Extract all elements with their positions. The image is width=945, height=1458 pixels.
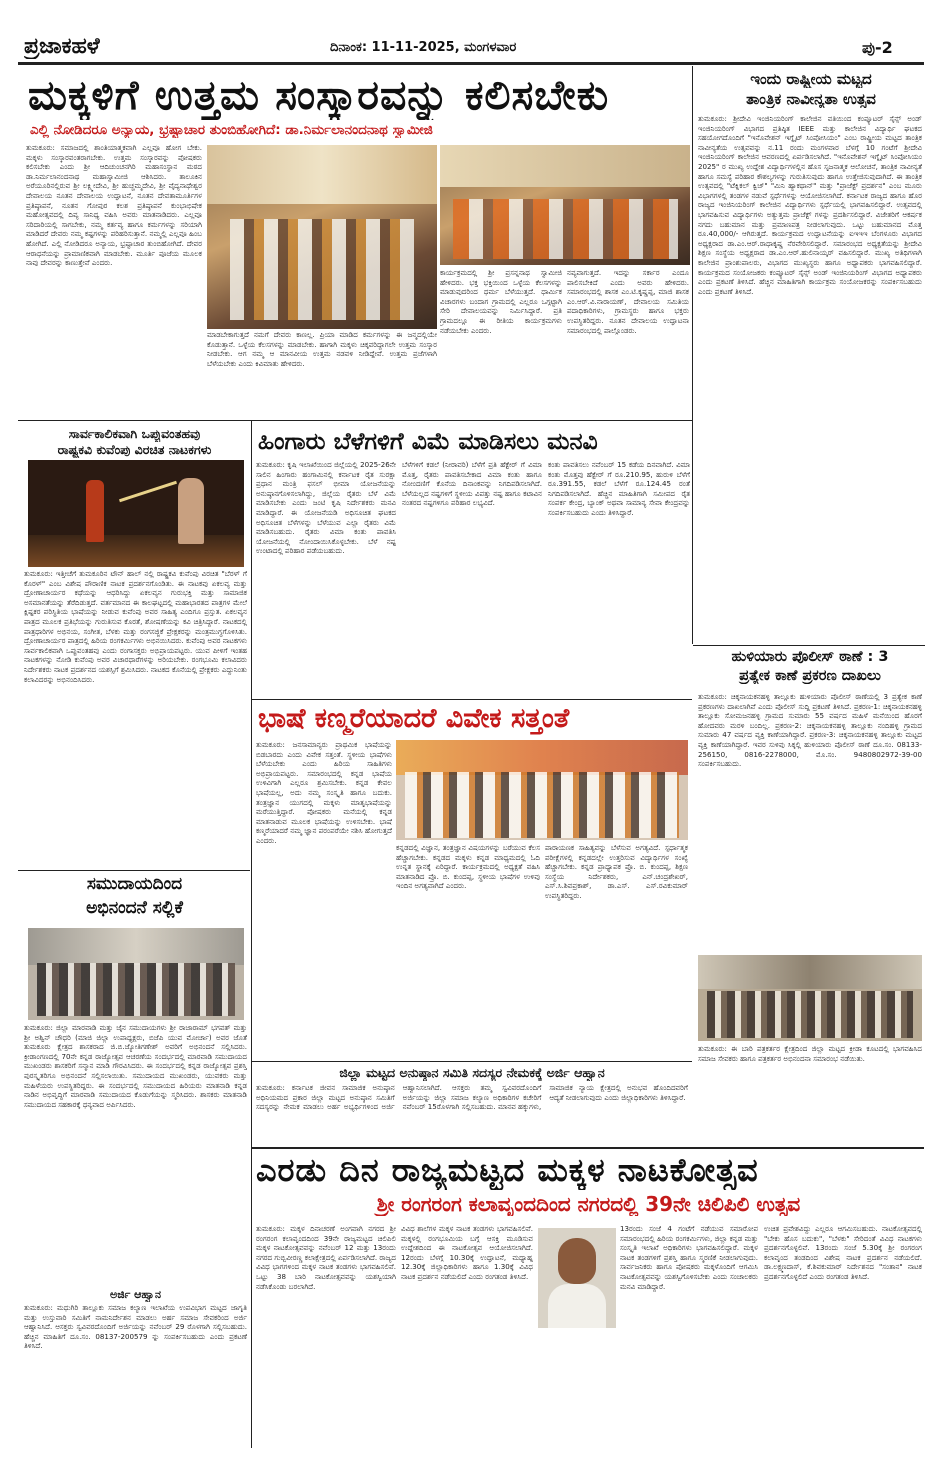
committee-body: ತುಮಕೂರು: ಕರ್ನಾಟಕ ಜೀವನ ಸಾಮಾಜಿಕ ಅನುಷ್ಠಾನ ಅಧಿನಿಯಮದ ಪ್ರಕಾರ ಜಿಲ್ಲಾ ಮಟ್ಟದ ಅನುಷ್ಠಾನ ಸಮಿತಿಗೆ ಸದಸ್ಯರನ್ನು ನೇಮಕ ಮಾಡಲು ಅರ್ಹ ಅಭ್ಯರ್ಥಿಗಳಿಂದ ಅರ್ಜಿ ಆಹ್ವಾನಿಸಲಾಗಿದೆ. ಆಸಕ್ತರು ತಮ್ಮ ಸ್ವವಿವರದೊಂದಿಗೆ ಅರ್ಜಿಯನ್ನು ಜಿಲ್ಲಾ ಸಮಾಜ ಕಲ್ಯಾಣ ಅಧಿಕಾರಿಗಳ ಕಚೇರಿಗೆ ನವೆಂಬರ್ 15ರೊಳಗಾಗಿ ಸಲ್ಲಿಸಬಹುದು. ಮಾನವ ಹಕ್ಕುಗಳು, ಸಾಮಾಜಿಕ ನ್ಯಾಯ ಕ್ಷೇತ್ರದಲ್ಲಿ ಅನುಭವ ಹೊಂದಿದವರಿಗೆ ಆದ್ಯತೆ ನೀಡಲಾಗುವುದು ಎಂದು ಜಿಲ್ಲಾಧಿಕಾರಿಗಳು ತಿಳಿಸಿದ್ದಾರೆ. xyxy=(256,1083,688,1112)
notice-headline: ಅರ್ಜಿ ಆಹ್ವಾನ xyxy=(109,1288,162,1301)
insurance-col2: ಬೆಳೆಗಳಿಗೆ ಕಡಲೆ (ನೀರಾವರಿ) ಬೆಳೆಗೆ ಪ್ರತಿ ಹೆಕ್ಟೇರ್ ಗೆ ವಿಮಾ ಮೊತ್ತ, ರೈತರು ಪಾವತಿಸಬೇಕಾದ ವಿಮಾ ಕಂತು ಹಾಗೂ ನೋಂದಣಿಗೆ ಕೊನೆಯ ದಿನಾಂಕವನ್ನು ನಿಗದಿಪಡಿಸಲಾಗಿದೆ. ಬೆಳೆಯಲ್ಲದ ನಷ್ಟಗಳಿಗೆ ಸ್ಥಳೀಯ ವಿಪತ್ತು ನಷ್ಟ ಹಾಗೂ ಕಟಾವಿನ ನಂತರದ ನಷ್ಟಗಳಿಗೂ ಪರಿಹಾರ ಲಭ್ಯವಿದೆ. xyxy=(402,460,542,508)
police-top-rule xyxy=(693,645,925,646)
police-headline-2: ಪ್ರತ್ಯೇಕ ಕಾಣೆ ಪ್ರಕರಣ ದಾಖಲು xyxy=(739,668,881,684)
language-headline: ಭಾಷೆ ಕಣ್ಮರೆಯಾದರೆ ವಿವೇಕ ಸತ್ತಂತೆ xyxy=(258,703,570,734)
festival-col2: ವಿವಿಧ ಶಾಲೆಗಳ ಮಕ್ಕಳ ನಾಟಕ ತಂಡಗಳು ಭಾಗವಹಿಸಲಿವೆ. ಮಕ್ಕಳಲ್ಲಿ ರಂಗಭೂಮಿಯ ಬಗ್ಗೆ ಆಸಕ್ತಿ ಮೂಡಿಸುವ ಉದ್ದೇಶದಿಂದ ಈ ನಾಟಕೋತ್ಸವ ಆಯೋಜಿಸಲಾಗಿದೆ. 12ರಂದು ಬೆಳಗ್ಗೆ 10.30ಕ್ಕೆ ಉದ್ಘಾಟನೆ, ಮಧ್ಯಾಹ್ನ 12.30ಕ್ಕೆ ಜಿಲ್ಲಾಧಿಕಾರಿಗಳು ಹಾಗೂ 1.30ಕ್ಕೆ ವಿವಿಧ ನಾಟಕ ಪ್ರದರ್ಶನ ನಡೆಯಲಿದೆ ಎಂದು ರಂಗತಂಡ ತಿಳಿಸಿದೆ. xyxy=(401,1224,533,1281)
police-caption: ತುಮಕೂರು: ಈ ಬಾರಿ ಪತ್ರಕರ್ತರ ಕ್ಷೇತ್ರದಿಂದ ಜಿಲ್ಲಾ ಮಟ್ಟದ ಕ್ರೀಡಾ ಕೂಟದಲ್ಲಿ ಭಾಗವಹಿಸಿದ ಸಮಾಜ ಸೇವಕರು ಹಾಗೂ ಪತ್ರಕರ್ತರ ಅಭಿನಂದನಾ ಸಮಾರಂಭ ನಡೆಯಿತು. xyxy=(698,1044,922,1063)
kuvempu-body: ತುಮಕೂರು: ಇತ್ತೀಚೆಗೆ ತುಮಕೂರಿನ ಟೌನ್ ಹಾಲ್ ನಲ್ಲಿ ರಾಷ್ಟ್ರಕವಿ ಕುವೆಂಪು ವಿರಚಿತ "ಬೆರಳ್ ಗೆ ಕೊರಳ್" ಎಂಬ ವಿಶೇಷ ಪೌರಾಣಿಕ ನಾಟಕ ಪ್ರದರ್ಶನಗೊಂಡಿತು. ಈ ನಾಟಕವು ಏಕಲವ್ಯ ಮತ್ತು ದ್ರೋಣಾಚಾರ್ಯರ ಕಥೆಯನ್ನು ಆಧರಿಸಿದ್ದು ಏಕಲವ್ಯನ ಗುರುಭಕ್ತಿ ಮತ್ತು ಸಾಮಾಜಿಕ ಅಸಮಾನತೆಯನ್ನು ತೆರೆದಿಡುತ್ತದೆ. ವರ್ತಮಾನದ ಈ ಕಾಲಘಟ್ಟದಲ್ಲಿ ಮಹಾಭಾರತದ ಪಾತ್ರಗಳ ಮೇಲೆ ಕ್ಲಿಷ್ಟಕರ ಪರಿಸ್ಥಿತಿಯ ಭಾಷೆಯನ್ನು ನೀಡುವ ಕುವೆಂಪು ಅವರ ಸಾಹಿತ್ಯ ಎಂದಿಗೂ ಪ್ರಸ್ತುತ. ಏಕಲವ್ಯನ ಪಾತ್ರದ ಮೂಲಕ ಪ್ರತಿಭೆಯನ್ನು ಗುರುತಿಸುವ ಕೊರತೆ, ಶೋಷಣೆಯನ್ನು ಕವಿ ಚಿತ್ರಿಸಿದ್ದಾರೆ. ನಾಟಕದಲ್ಲಿ ಪಾತ್ರಧಾರಿಗಳ ಅಭಿನಯ, ಸಂಗೀತ, ಬೆಳಕು ಮತ್ತು ರಂಗಸಜ್ಜಿಕೆ ಪ್ರೇಕ್ಷಕರನ್ನು ಮಂತ್ರಮುಗ್ಧಗೊಳಿಸಿತು. ದ್ರೋಣಾಚಾರ್ಯರ ಪಾತ್ರದಲ್ಲಿ ಹಿರಿಯ ರಂಗಕರ್ಮಿಗಳು ಅಭಿನಯಿಸಿದರು. ಕುವೆಂಪು ಅವರ ನಾಟಕಗಳು ಸಾರ್ವಕಾಲಿಕವಾಗಿ ಒಪ್ಪುವಂತಹವು ಎಂದು ರಂಗಾಸಕ್ತರು ಅಭಿಪ್ರಾಯಪಟ್ಟರು. ಯುವ ಪೀಳಿಗೆ ಇಂತಹ ನಾಟಕಗಳನ್ನು ನೋಡಿ ಕುವೆಂಪು ಅವರ ವಿಚಾರಧಾರೆಗಳನ್ನು ಅರಿಯಬೇಕು. ರಂಗಭೂಮಿ ಕಲಾವಿದರು ನಿರ್ದೇಶಕರು ನಾಟಕ ಪ್ರದರ್ಶನದ ಯಶಸ್ಸಿಗೆ ಶ್ರಮಿಸಿದರು. ನಾಟಕದ ಕೊನೆಯಲ್ಲಿ ಪ್ರೇಕ್ಷಕರು ಎದ್ದುನಿಂತು ಕಲಾವಿದರನ್ನು ಅಭಿನಂದಿಸಿದರು. xyxy=(24,569,247,684)
community-photo xyxy=(28,928,244,1020)
festival-col4: ಉಚಿತ ಪ್ರವೇಶವಿದ್ದು ಎಲ್ಲರೂ ಆಗಮಿಸಬಹುದು. ನಾಟಕೋತ್ಸವದಲ್ಲಿ "ಬೇಕು ಹೊಸ ಬದುಕು", "ಬೆಳಕು" ಸೇರಿದಂತೆ ವಿವಿಧ ನಾಟಕಗಳು ಪ್ರದರ್ಶನಗೊಳ್ಳಲಿವೆ. 13ರಂದು ಸಂಜೆ 5.30ಕ್ಕೆ ಶ್ರೀ ರಂಗರಂಗ ಕಲಾವೃಂದ ತಂಡದಿಂದ ವಿಶೇಷ ನಾಟಕ ಪ್ರದರ್ಶನ ನಡೆಯಲಿದೆ. ಡಾ.ಲಕ್ಷ್ಮಣದಾಸ್, ಕೆ.ಶಿವಕುಮಾರ್ ನಿರ್ದೇಶನದ "ಸಂತಾನ" ನಾಟಕ ಪ್ರದರ್ಶನಗೊಳ್ಳಲಿದೆ ಎಂದು ರಂಗತಂಡ ತಿಳಿಸಿದೆ. xyxy=(764,1224,922,1281)
lead-col2: ಮಾಡಬೇಕಾಗುತ್ತದೆ ನಮಗೆ ದೇವರು ಕಾಣಲ್ಲ. ಪ್ರಿಯಾ ಮಾಡಿದ ಕರ್ಮಗಳನ್ನು ಈ ಜನ್ಮದಲ್ಲಿಯೇ ಕೊಡುತ್ತಾನೆ. ಒಳ್ಳೆಯ ಕೆಲಸಗಳನ್ನು ಮಾಡಬೇಕು. ಹಾಗಾಗಿ ಮಕ್ಕಳು ಚಿಕ್ಕವರಿದ್ದಾಗಲೇ ಉತ್ತಮ ಸಂಸ್ಕಾರ ನೀಡಬೇಕು. ಆಗ ನಮ್ಮ ಆ ಮಾನವೀಯ ಉತ್ತಮ ನಡವಳಿ ನೀಡಿದ್ದೇವೆ. ಉತ್ತಮ ಪ್ರಜೆಗಳಾಗಿ ಬೆಳೆಯಬೇಕು ಎಂದು ಕಿವಿಮಾತು ಹೇಳಿದರು. xyxy=(207,330,437,368)
vertical-rule-right xyxy=(692,66,693,644)
insurance-bottom-rule xyxy=(252,699,692,700)
language-col2: ಕನ್ನಡದಲ್ಲಿ ವಿಜ್ಞಾನ, ತಂತ್ರಜ್ಞಾನ ವಿಷಯಗಳನ್ನು ಬರೆಯುವ ಕೆಲಸ ಹೆಚ್ಚಾಗಬೇಕು. ಕನ್ನಡದ ಮಕ್ಕಳು ಕನ್ನಡ ಮಾಧ್ಯಮದಲ್ಲಿ ಓದಿ ಉನ್ನತ ಸ್ಥಾನಕ್ಕೆ ಏರಿದ್ದಾರೆ. ಕಾರ್ಯಕ್ರಮದಲ್ಲಿ ಅಧ್ಯಕ್ಷತೆ ವಹಿಸಿ ಮಾತನಾಡಿದ ಪ್ರೊ. ಬಿ. ಕುಂದಪ್ಪ, ಸ್ಥಳೀಯ ಭಾಷೆಗಳ ಉಳಿವು ಇಂದಿನ ಅಗತ್ಯವಾಗಿದೆ ಎಂದರು. xyxy=(396,843,540,891)
kuvempu-photo xyxy=(28,460,244,567)
tech-headline-1: ಇಂದು ರಾಷ್ಟ್ರೀಯ ಮಟ್ಟದ xyxy=(750,70,872,88)
community-headline-1: ಸಮುದಾಯದಿಂದ xyxy=(86,874,183,894)
kuvempu-headline-1: ಸಾರ್ವಕಾಲಿಕವಾಗಿ ಒಪ್ಪುವಂತಹವು xyxy=(68,426,201,441)
community-headline-2: ಅಭಿನಂದನೆ ಸಲ್ಲಿಕೆ xyxy=(86,898,183,918)
lead-headline: ಮಕ್ಕಳಿಗೆ ಉತ್ತಮ ಸಂಸ್ಕಾರವನ್ನು ಕಲಿಸಬೇಕು xyxy=(28,71,610,119)
language-photo xyxy=(396,740,688,840)
masthead-name: ಪ್ರಜಾಕಹಳೆ xyxy=(24,34,100,59)
language-col1: ತುಮಕೂರು: ಜನಸಾಮಾನ್ಯರು ಪ್ರಾಥಮಿಕ ಭಾಷೆಯನ್ನು ಬಿಡಬಾರದು ಎಂದು ವಿವೇಕ ಸತ್ತಂತೆ. ಸ್ಥಳೀಯ ಭಾಷೆಗಳು ಬೆಳೆಯಬೇಕು ಎಂದು ಹಿರಿಯ ಸಾಹಿತಿಗಳು ಅಭಿಪ್ರಾಯಪಟ್ಟರು. ಸಮಾರಂಭದಲ್ಲಿ ಕನ್ನಡ ಭಾಷೆಯ ಉಳಿವಿಗಾಗಿ ಎಲ್ಲರೂ ಶ್ರಮಿಸಬೇಕು. ಕನ್ನಡ ಕೇವಲ ಭಾಷೆಯಲ್ಲ, ಅದು ನಮ್ಮ ಸಂಸ್ಕೃತಿ ಹಾಗೂ ಬದುಕು. ತಂತ್ರಜ್ಞಾನ ಯುಗದಲ್ಲಿ ಮಕ್ಕಳು ಮಾತೃಭಾಷೆಯನ್ನು ಮರೆಯುತ್ತಿದ್ದಾರೆ. ಪೋಷಕರು ಮನೆಯಲ್ಲಿ ಕನ್ನಡ ಮಾತನಾಡುವ ಮೂಲಕ ಭಾಷೆಯನ್ನು ಉಳಿಸಬೇಕು. ಭಾಷೆ ಕಣ್ಮರೆಯಾದರೆ ನಮ್ಮ ಜ್ಞಾನ ಪರಂಪರೆಯೇ ನಶಿಸಿ ಹೋಗುತ್ತದೆ ಎಂದರು. xyxy=(256,740,392,845)
festival-headline: ಎರಡು ದಿನ ರಾಜ್ಯಮಟ್ಟದ ಮಕ್ಕಳ ನಾಟಕೋತ್ಸವ xyxy=(256,1151,759,1189)
festival-col1: ತುಮಕೂರು: ಮಕ್ಕಳ ದಿನಾಚರಣೆ ಅಂಗವಾಗಿ ನಗರದ ಶ್ರೀ ರಂಗರಂಗ ಕಲಾವೃಂದದಿಂದ 39ನೇ ರಾಜ್ಯಮಟ್ಟದ ಚಿಲಿಪಿಲಿ ಮಕ್ಕಳ ನಾಟಕೋತ್ಸವವನ್ನು ನವೆಂಬರ್ 12 ಮತ್ತು 13ರಂದು ನಗರದ ಗುಬ್ಬಿವೀರಣ್ಣ ಕಲಾಕ್ಷೇತ್ರದಲ್ಲಿ ಏರ್ಪಡಿಸಲಾಗಿದೆ. ರಾಜ್ಯದ ವಿವಿಧ ಭಾಗಗಳಿಂದ ಮಕ್ಕಳ ನಾಟಕ ತಂಡಗಳು ಭಾಗವಹಿಸಲಿವೆ. ಒಟ್ಟು 38 ಬಾರಿ ನಾಟಕೋತ್ಸವವನ್ನು ಯಶಸ್ವಿಯಾಗಿ ನಡೆಸಿಕೊಂಡು ಬರಲಾಗಿದೆ. xyxy=(256,1224,396,1291)
left-col-rule xyxy=(251,421,252,1448)
festival-top-rule xyxy=(252,1147,924,1149)
lead-subhead: ಎಲ್ಲಿ ನೋಡಿದರೂ ಅನ್ಯಾಯ, ಭ್ರಷ್ಟಾಚಾರ ತುಂಬಿಹೋಗಿದೆ: ಡಾ.ನಿರ್ಮಲಾನಂದನಾಥ ಸ್ವಾಮೀಜಿ xyxy=(30,122,433,138)
lead-col4: ನವ್ಯವಾಗುತ್ತದೆ. ಇದನ್ನು ಸರ್ಕಾರ ಎಂದೂ ಪಾಲಿಸಬೇಕಿದೆ ಎಂದು ಅವರು ಹೇಳಿದರು. ಸಮಾರಂಭದಲ್ಲಿ ಶಾಸಕ ಎಂ.ಟಿ.ಕೃಷ್ಣಪ್ಪ, ಮಾಜಿ ಶಾಸಕ ಎಂ.ಆರ್.ವಿ.ನಾರಾಯಣ್, ದೇವಾಲಯ ಸಮಿತಿಯ ಪದಾಧಿಕಾರಿಗಳು, ಗ್ರಾಮಸ್ಥರು ಹಾಗೂ ಭಕ್ತರು ಉಪಸ್ಥಿತರಿದ್ದರು. ನೂತನ ದೇವಾಲಯ ಉದ್ಘಾಟನಾ ಸಮಾರಂಭದಲ್ಲಿ ಪಾಲ್ಗೊಂಡರು. xyxy=(567,268,689,335)
kuvempu-headline-2: ರಾಷ್ಟ್ರಕವಿ ಕುವೆಂಪು ವಿರಚಿತ ನಾಟಕಗಳು xyxy=(57,442,212,457)
festival-portrait xyxy=(538,1228,616,1328)
page-number: ಪು-2 xyxy=(862,38,893,57)
festival-col3: 13ರಂದು ಸಂಜೆ 4 ಗಂಟೆಗೆ ನಡೆಯುವ ಸಮಾರೋಪ ಸಮಾರಂಭದಲ್ಲಿ ಹಿರಿಯ ರಂಗಕರ್ಮಿಗಳು, ಜಿಲ್ಲಾ ಕನ್ನಡ ಮತ್ತು ಸಂಸ್ಕೃತಿ ಇಲಾಖೆ ಅಧಿಕಾರಿಗಳು ಭಾಗವಹಿಸಲಿದ್ದಾರೆ. ಮಕ್ಕಳ ನಾಟಕ ತಂಡಗಳಿಗೆ ಪ್ರಶಸ್ತಿ ಹಾಗೂ ಸ್ಮರಣಿಕೆ ನೀಡಲಾಗುವುದು. ಸಾರ್ವಜನಿಕರು ಹಾಗೂ ಪೋಷಕರು ಮಕ್ಕಳೊಂದಿಗೆ ಆಗಮಿಸಿ ನಾಟಕೋತ್ಸವವನ್ನು ಯಶಸ್ವಿಗೊಳಿಸಬೇಕು ಎಂದು ಸಂಚಾಲಕರು ಮನವಿ ಮಾಡಿದ್ದಾರೆ. xyxy=(620,1224,758,1291)
festival-subhead: ಶ್ರೀ ರಂಗರಂಗ ಕಲಾವೃಂದದಿಂದ ನಗರದಲ್ಲಿ 39ನೇ ಚಿಲಿಪಿಲಿ ಉತ್ಸವ xyxy=(376,1192,801,1216)
tech-body: ತುಮಕೂರು: ಶ್ರೀದೇವಿ ಇಂಜಿನಿಯರಿಂಗ್ ಕಾಲೇಜಿನ ವತಿಯಿಂದ ಕಂಪ್ಯೂಟರ್ ಸೈನ್ಸ್ ಅಂಡ್ ಇಂಜಿನಿಯರಿಂಗ್ ವಿಭಾಗದ ಪ್ರತಿಷ್ಠಿತ IEEE ಮತ್ತು ಕಾಲೇಜಿನ ವಿದ್ಯಾರ್ಥಿ ಘಟಕದ ಸಹಯೋಗದೊಂದಿಗೆ "ಇನೊವೇಶನ್ ಇಗ್ನೈಟ್ ಸಿಂಪೋಸಿಯಂ" ಎಂಬ ರಾಷ್ಟ್ರೀಯ ಮಟ್ಟದ ತಾಂತ್ರಿಕ ನಾವೀನ್ಯತೆಯ ಉತ್ಸವವನ್ನು ನ.11 ರಂದು ಮಂಗಳವಾರ ಬೆಳಗ್ಗೆ 10 ಗಂಟೆಗೆ ಶ್ರೀದೇವಿ ಇಂಜಿನಿಯರಿಂಗ್ ಕಾಲೇಜಿನ ಆವರಣದಲ್ಲಿ ಏರ್ಪಡಿಸಲಾಗಿದೆ. "ಇನೊವೇಶನ್ ಇಗ್ನೈಟ್ ಸಿಂಪೋಸಿಯಂ 2025" ರ ಮುಖ್ಯ ಉದ್ದೇಶ ವಿದ್ಯಾರ್ಥಿಗಳಲ್ಲಿನ ಹೊಸ ಸೃಜನಾತ್ಮಕ ಆಲೋಚನೆ, ತಾಂತ್ರಿಕ ನಾವೀನ್ಯತೆ ಹಾಗೂ ಸಮಸ್ಯೆ ಪರಿಹಾರ ಕೌಶಲ್ಯಗಳನ್ನು ಗುರುತಿಸುವುದು ಹಾಗೂ ಉತ್ತೇಜಿಸುವುದಾಗಿದೆ. ಈ ತಾಂತ್ರಿಕ ಉತ್ಸವದಲ್ಲಿ "ಟೆಕ್ನಿಕಲ್ ಕ್ವಿಜ್" "ಮಿನಿ ಹ್ಯಾಕಥಾನ್" ಮತ್ತು "ಪ್ರಾಜೆಕ್ಟ್ ಪ್ರದರ್ಶನ" ಎಂಬ ಮೂರು ವಿಭಾಗಗಳಲ್ಲಿ ತಂಡಗಳ ನಡುವೆ ಸ್ಪರ್ಧೆಗಳನ್ನು ಆಯೋಜಿಸಲಾಗಿದೆ. ಕರ್ನಾಟಕ ರಾಜ್ಯದ ಹಾಗೂ ಹೊರ ರಾಜ್ಯದ ಇಂಜಿನಿಯರಿಂಗ್ ಕಾಲೇಜಿನ ವಿದ್ಯಾರ್ಥಿಗಳು ಸ್ಪರ್ಧೆಯಲ್ಲಿ ಭಾಗವಹಿಸಲಿದ್ದಾರೆ. ಉತ್ಸವದಲ್ಲಿ ಭಾಗವಹಿಸುವ ವಿದ್ಯಾರ್ಥಿಗಳು ಅತ್ಯುತ್ತಮ ಪ್ರಾಜೆಕ್ಟ್ ಗಳನ್ನು ಪ್ರದರ್ಶಿಸಲಿದ್ದಾರೆ. ವಿಜೇತರಿಗೆ ಆಕರ್ಷಕ ನಗದು ಬಹುಮಾನ ಮತ್ತು ಪ್ರಮಾಣಪತ್ರ ನೀಡಲಾಗುವುದು. ಒಟ್ಟು ಬಹುಮಾನದ ಮೊತ್ತ ರೂ.40,000/- ಆಗಿರುತ್ತದೆ. ಕಾರ್ಯಕ್ರಮದ ಉದ್ಘಾಟನೆಯನ್ನು ಐಇಇಇ ಬೆಂಗಳೂರು ವಿಭಾಗದ ಅಧ್ಯಕ್ಷರಾದ ಡಾ.ಎಂ.ಆರ್.ರಾಧಾಕೃಷ್ಣ ನೆರವೇರಿಸಲಿದ್ದಾರೆ. ಸಮಾರಂಭದ ಅಧ್ಯಕ್ಷತೆಯನ್ನು ಶ್ರೀದೇವಿ ಶಿಕ್ಷಣ ಸಂಸ್ಥೆಯ ಅಧ್ಯಕ್ಷರಾದ ಡಾ.ಎಂ.ಆರ್.ಹುಲಿನಾಯ್ಕರ್ ವಹಿಸಲಿದ್ದಾರೆ. ಮುಖ್ಯ ಅತಿಥಿಗಳಾಗಿ ಕಾಲೇಜಿನ ಪ್ರಾಂಶುಪಾಲರು, ವಿಭಾಗದ ಮುಖ್ಯಸ್ಥರು ಹಾಗೂ ಅಧ್ಯಾಪಕರು ಭಾಗವಹಿಸಲಿದ್ದಾರೆ. ಕಾರ್ಯಕ್ರಮದ ಸಂಯೋಜಕರು ಕಂಪ್ಯೂಟರ್ ಸೈನ್ಸ್ ಅಂಡ್ ಇಂಜಿನಿಯರಿಂಗ್ ವಿಭಾಗದ ಅಧ್ಯಾಪಕರು ಎಂದು ಪ್ರಕಟಣೆ ತಿಳಿಸಿದೆ. ಹೆಚ್ಚಿನ ಮಾಹಿತಿಗಾಗಿ ಕಾರ್ಯಕ್ರಮ ಸಂಯೋಜಕರನ್ನು ಸಂಪರ್ಕಿಸಬಹುದು ಎಂದು ಪ್ರಕಟಣೆ ತಿಳಿಸಿದೆ. xyxy=(698,114,922,296)
police-headline-1: ಹುಳಿಯಾರು ಪೊಲೀಸ್ ಠಾಣೆ : 3 xyxy=(731,649,889,665)
insurance-headline: ಹಿಂಗಾರು ಬೆಳೆಗಳಿಗೆ ವಿಮೆ ಮಾಡಿಸಲು ಮನವಿ xyxy=(258,427,598,455)
notice-body: ತುಮಕೂರು: ಮಧುಗಿರಿ ತಾಲ್ಲೂಕು ಸಮಾಜ ಕಲ್ಯಾಣ ಇಲಾಖೆಯ ಉಪವಿಭಾಗ ಮಟ್ಟದ ಜಾಗೃತಿ ಮತ್ತು ಉಸ್ತುವಾರಿ ಸಮಿತಿಗೆ ನಾಮನಿರ್ದೇಶನ ಮಾಡಲು ಅರ್ಹ ಸಮಾಜ ಸೇವಕರಿಂದ ಅರ್ಜಿ ಆಹ್ವಾನಿಸಿದೆ. ಆಸಕ್ತರು ಸ್ವವಿವರದೊಂದಿಗೆ ಅರ್ಜಿಯನ್ನು ನವೆಂಬರ್ 29 ರೊಳಗಾಗಿ ಸಲ್ಲಿಸಬಹುದು. ಹೆಚ್ಚಿನ ಮಾಹಿತಿಗೆ ದೂ.ಸಂ. 08137-200579 ನ್ನು ಸಂಪರ್ಕಿಸಬಹುದು ಎಂದು ಪ್ರಕಟಣೆ ತಿಳಿಸಿದೆ. xyxy=(24,1303,247,1351)
lead-bottom-rule xyxy=(18,420,692,421)
police-body: ತುಮಕೂರು: ಚಿಕ್ಕನಾಯಕನಹಳ್ಳಿ ತಾಲ್ಲೂಕು ಹುಳಿಯಾರು ಪೊಲೀಸ್ ಠಾಣೆಯಲ್ಲಿ 3 ಪ್ರತ್ಯೇಕ ಕಾಣೆ ಪ್ರಕರಣಗಳು ದಾಖಲಾಗಿವೆ ಎಂದು ಪೊಲೀಸ್ ಸುದ್ದಿ ಪ್ರಕಟಣೆ ತಿಳಿಸಿದೆ. ಪ್ರಕರಣ-1: ಚಿಕ್ಕನಾಯಕನಹಳ್ಳಿ ತಾಲ್ಲೂಕು ಸೋಮಜನಹಳ್ಳಿ ಗ್ರಾಮದ ಸುಮಾರು 55 ವರ್ಷದ ಮಹಿಳೆ ಮನೆಯಿಂದ ಹೊರಗೆ ಹೋದವರು ಮರಳಿ ಬಂದಿಲ್ಲ. ಪ್ರಕರಣ-2: ಚಿಕ್ಕನಾಯಕನಹಳ್ಳಿ ತಾಲ್ಲೂಕು ನಂದಿಹಳ್ಳಿ ಗ್ರಾಮದ ಸುಮಾರು 47 ವರ್ಷದ ವ್ಯಕ್ತಿ ಕಾಣೆಯಾಗಿದ್ದಾರೆ. ಪ್ರಕರಣ-3: ಚಿಕ್ಕನಾಯಕನಹಳ್ಳಿ ತಾಲ್ಲೂಕು ಮಟ್ಟದ ವ್ಯಕ್ತಿ ಕಾಣೆಯಾಗಿದ್ದಾರೆ. ಇವರ ಸುಳಿವು ಸಿಕ್ಕಲ್ಲಿ ಹುಳಿಯಾರು ಪೊಲೀಸ್ ಠಾಣೆ ದೂ.ಸಂ. 08133-256150, 0816-2278000, ಮೊ.ಸಂ. 9480802972-39-00 ಸಂಪರ್ಕಿಸಬಹುದು. xyxy=(698,692,922,769)
committee-top-rule xyxy=(252,1061,692,1062)
committee-headline: ಜಿಲ್ಲಾ ಮಟ್ಟದ ಅನುಷ್ಠಾನ ಸಮಿತಿ ಸದಸ್ಯರ ನೇಮಕಕ್ಕೆ ಅರ್ಜಿ ಆಹ್ವಾನ xyxy=(339,1065,605,1080)
language-col3: ಪಾರಾಯಣಕ ಸಾಹಿತ್ಯವನ್ನು ಬೆಳೆಸುವ ಅಗತ್ಯವಿದೆ. ಸ್ಪರ್ಧಾತ್ಮಕ ಪರೀಕ್ಷೆಗಳಲ್ಲಿ ಕನ್ನಡದಲ್ಲೇ ಉತ್ತರಿಸುವ ವಿದ್ಯಾರ್ಥಿಗಳ ಸಂಖ್ಯೆ ಹೆಚ್ಚಾಗಬೇಕು. ಕನ್ನಡ ಪ್ರಾಧ್ಯಾಪಕ ಪ್ರೊ. ಬಿ. ಕುಂದಪ್ಪ, ಶಿಕ್ಷಣ ಸಂಸ್ಥೆಯ ನಿರ್ದೇಶಕರು, ಎನ್.ಚಂದ್ರಶೇಖರ್, ಎಸ್.ಸಿ.ಶಿವಪ್ರಕಾಶ್, ಡಾ.ಎಸ್. ಎಸ್.ರವಿಕುಮಾರ್ ಉಪಸ್ಥಿತರಿದ್ದರು. xyxy=(545,843,688,900)
masthead-date: ದಿನಾಂಕ: 11-11-2025, ಮಂಗಳವಾರ xyxy=(330,40,517,55)
lead-photo-2 xyxy=(440,145,690,265)
insurance-col1: ತುಮಕೂರು: ಕೃಷಿ ಇಲಾಖೆಯಿಂದ ಜಿಲ್ಲೆಯಲ್ಲಿ 2025-26ನೇ ಸಾಲಿನ ಹಿಂಗಾರು ಹಂಗಾಮಿನಲ್ಲಿ ಕರ್ನಾಟಕ ರೈತ ಸುರಕ್ಷಾ ಪ್ರಧಾನ ಮಂತ್ರಿ ಫಸಲ್ ಭೀಮಾ ಯೋಜನೆಯನ್ನು ಅನುಷ್ಠಾನಗೊಳಿಸಲಾಗಿದ್ದು, ಜಿಲ್ಲೆಯ ರೈತರು ಬೆಳೆ ವಿಮೆ ಮಾಡಿಸಬೇಕು ಎಂದು ಜಂಟಿ ಕೃಷಿ ನಿರ್ದೇಶಕರು ಮನವಿ ಮಾಡಿದ್ದಾರೆ. ಈ ಯೋಜನೆಯಡಿ ಅಧಿಸೂಚಿತ ಘಟಕದ ಅಧಿಸೂಚಿತ ಬೆಳೆಗಳನ್ನು ಬೆಳೆಯುವ ಎಲ್ಲಾ ರೈತರು ವಿಮೆ ಮಾಡಿಸಬಹುದು. ರೈತರು ವಿಮಾ ಕಂತು ಪಾವತಿಸಿ ಯೋಜನೆಯಲ್ಲಿ ನೋಂದಾಯಿಸಿಕೊಳ್ಳಬೇಕು. ಬೆಳೆ ನಷ್ಟ ಉಂಟಾದಲ್ಲಿ ಪರಿಹಾರ ಪಡೆಯಬಹುದು. xyxy=(256,460,396,556)
masthead-rule xyxy=(18,62,924,65)
tech-headline-2: ತಾಂತ್ರಿಕ ನಾವೀನ್ಯತಾ ಉತ್ಸವ xyxy=(746,90,876,108)
community-top-rule xyxy=(18,870,250,871)
lead-photo xyxy=(207,145,437,329)
lead-col1: ತುಮಕೂರು: ಸಮಾಜದಲ್ಲಿ ಶಾಂತಿಯಾತ್ಮಕವಾಗಿ ಎಲ್ಲವೂ ಹೋಗ ಬೇಕು. ಮಕ್ಕಳು ಸಂಸ್ಕಾರವಂತರಾಗಬೇಕು. ಉತ್ತಮ ಸಂಸ್ಕಾರವನ್ನು ಪೋಷಕರು ಕಲಿಸಬೇಕು ಎಂದು ಶ್ರೀ ಆದಿಚುಂಚನಗಿರಿ ಮಹಾಸಂಸ್ಥಾನ ಮಠದ ಡಾ.ನಿರ್ಮಲಾನಂದನಾಥ ಮಹಾಸ್ವಾಮೀಜಿ ಆಶಿಸಿದರು. ತಾಲೂಕಿನ ಅರೆಯೂರಿನಲ್ಲಿರುವ ಶ್ರೀ ಲಕ್ಷ್ಮೀದೇವಿ, ಶ್ರೀ ಹುಚ್ಚಮ್ಮದೇವಿ, ಶ್ರೀ ವೈದ್ಯನಾಥೇಶ್ವರ ದೇವಾಲಯ ನೂತನ ದೇವಾಲಯ ಉದ್ಘಾಟನೆ, ನೂತನ ದೇವತಾಮೂರ್ತಿಗಳ ಪ್ರತಿಷ್ಠಾಪನೆ, ನೂತನ ಗೋಪುರ ಕಲಶ ಪ್ರತಿಷ್ಠಾಪನೆ ಕುಂಭಾಭಿಷೇಕ ಮಹೋತ್ಸವದಲ್ಲಿ ದಿವ್ಯ ಸಾನಿಧ್ಯ ವಹಿಸಿ ಅವರು ಮಾತನಾಡಿದರು. ಎಲ್ಲವೂ ಸರಿದಾರಿಯಲ್ಲಿ ಸಾಗಬೇಕು, ನಮ್ಮ ಕರ್ತವ್ಯ ಹಾಗೂ ಕರ್ಮಗಳನ್ನು ಸರಿಯಾಗಿ ಮಾಡಿದರೆ ದೇವರು ನಮ್ಮ ಕಷ್ಟಗಳನ್ನು ಪರಿಹರಿಸುತ್ತಾನೆ. ನಮ್ಮಲ್ಲಿ ಎಲ್ಲವೂ ಹಿಂಬ ಹೋಗಿದೆ. ಎಲ್ಲಿ ನೋಡಿದರೂ ಅನ್ಯಾಯ, ಭ್ರಷ್ಟಾಚಾರ ತುಂಬಿಹೋಗಿದೆ. ದೇವರ ಆರಾಧನೆಯನ್ನು ಪ್ರಾಮಾಣಿಕವಾಗಿ ಮಾಡಬೇಕು. ಮೂರ್ತಿ ಪೂಜೆಯ ಮೂಲಕ ನಾವು ದೇವರನ್ನು ಕಾಣುತ್ತೇವೆ ಎಂದರು. xyxy=(26,143,202,268)
police-photo xyxy=(698,955,922,1041)
insurance-col3: ಕಂತು ಪಾವತಿಸಲು ನವೆಂಬರ್ 15 ಕಡೆಯ ದಿನವಾಗಿದೆ. ವಿಮಾ ಕಂತು ಮೊತ್ತವು ಹೆಕ್ಟೇರ್ ಗೆ ರೂ.210.95, ಹುರುಳಿ ಬೆಳೆಗೆ ರೂ.391.55, ಕಡಲೆ ಬೆಳೆಗೆ ರೂ.124.45 ರಂತೆ ನಿಗದಿಪಡಿಸಲಾಗಿದೆ. ಹೆಚ್ಚಿನ ಮಾಹಿತಿಗಾಗಿ ಸಮೀಪದ ರೈತ ಸಂಪರ್ಕ ಕೇಂದ್ರ, ಬ್ಯಾಂಕ್ ಅಥವಾ ಸಾಮಾನ್ಯ ಸೇವಾ ಕೇಂದ್ರವನ್ನು ಸಂಪರ್ಕಿಸಬಹುದು ಎಂದು ತಿಳಿಸಿದ್ದಾರೆ. xyxy=(548,460,690,517)
lead-col3: ಕಾರ್ಯಕ್ರಮದಲ್ಲಿ ಶ್ರೀ ಪ್ರಸನ್ನನಾಥ ಸ್ವಾಮೀಜಿ ಹೇಳಿದರು. ಭಕ್ತ ಭಕ್ತಿಯಿಂದ ಒಳ್ಳೆಯ ಕೆಲಸಗಳನ್ನು ಮಾಡುವುದರಿಂದ ಧರ್ಮ ಬೆಳೆಯುತ್ತದೆ. ಧಾರ್ಮಿಕ ವಿಚಾರಗಳು ಬಂದಾಗ ಗ್ರಾಮದಲ್ಲಿ ಎಲ್ಲರೂ ಒಗ್ಗಟ್ಟಾಗಿ ಸೇರಿ ದೇವಾಲಯವನ್ನು ನಿರ್ಮಿಸಿದ್ದಾರೆ. ಪ್ರತಿ ಗ್ರಾಮದಲ್ಲೂ ಈ ರೀತಿಯ ಕಾರ್ಯಕ್ರಮಗಳು ನಡೆಯಬೇಕು ಎಂದರು. xyxy=(440,268,562,335)
community-body: ತುಮಕೂರು: ಜಿಲ್ಲಾ ಮಾರವಾಡಿ ಮತ್ತು ಜೈನ ಸಮುದಾಯಗಳು ಶ್ರೀ ರಾಜಾರಾಮ್ ಭಗವತ್ ಮತ್ತು ಶ್ರೀ ಅಶ್ವಿನ್ ಚೌಧರಿ (ಮಾಜಿ ಜಿಲ್ಲಾ ಉಪಾಧ್ಯಕ್ಷರು, ಬಿಜೆಪಿ ಯುವ ಮೋರ್ಚಾ) ಅವರ ಜೊತೆ ತುಮಕೂರು ಕ್ಷೇತ್ರದ ಶಾಸಕರಾದ ಜಿ.ಬಿ.ಜ್ಯೋತಿಗಣೇಶ್ ಅವರಿಗೆ ಅಭಿನಂದನೆ ಸಲ್ಲಿಸಿದರು. ಕ್ರೀಡಾಂಗಣದಲ್ಲಿ 70ನೇ ಕನ್ನಡ ರಾಜ್ಯೋತ್ಸವ ಆಚರಣೆಯ ಸಂದರ್ಭದಲ್ಲಿ ಮಾರವಾಡಿ ಸಮುದಾಯದ ಮುಖಂಡರು ಶಾಸಕರಿಗೆ ಸನ್ಮಾನ ಮಾಡಿ ಗೌರವಿಸಿದರು. ಈ ಸಂದರ್ಭದಲ್ಲಿ ಕನ್ನಡ ರಾಜ್ಯೋತ್ಸವ ಪ್ರಶಸ್ತಿ ಪುರಸ್ಕೃತರಿಗೂ ಅಭಿನಂದನೆ ಸಲ್ಲಿಸಲಾಯಿತು. ಸಮುದಾಯದ ಮುಖಂಡರು, ಯುವಕರು ಮತ್ತು ಮಹಿಳೆಯರು ಉಪಸ್ಥಿತರಿದ್ದರು. ಈ ಸಂದರ್ಭದಲ್ಲಿ ಸಮುದಾಯದ ಹಿರಿಯರು ಮಾತನಾಡಿ ಕನ್ನಡ ನಾಡಿನ ಅಭಿವೃದ್ಧಿಗೆ ಮಾರವಾಡಿ ಸಮುದಾಯದ ಕೊಡುಗೆಯನ್ನು ಸ್ಮರಿಸಿದರು. ಶಾಸಕರು ಮಾತನಾಡಿ ಸಮುದಾಯದ ಸಹಕಾರಕ್ಕೆ ಧನ್ಯವಾದ ಅರ್ಪಿಸಿದರು. xyxy=(24,1023,247,1109)
